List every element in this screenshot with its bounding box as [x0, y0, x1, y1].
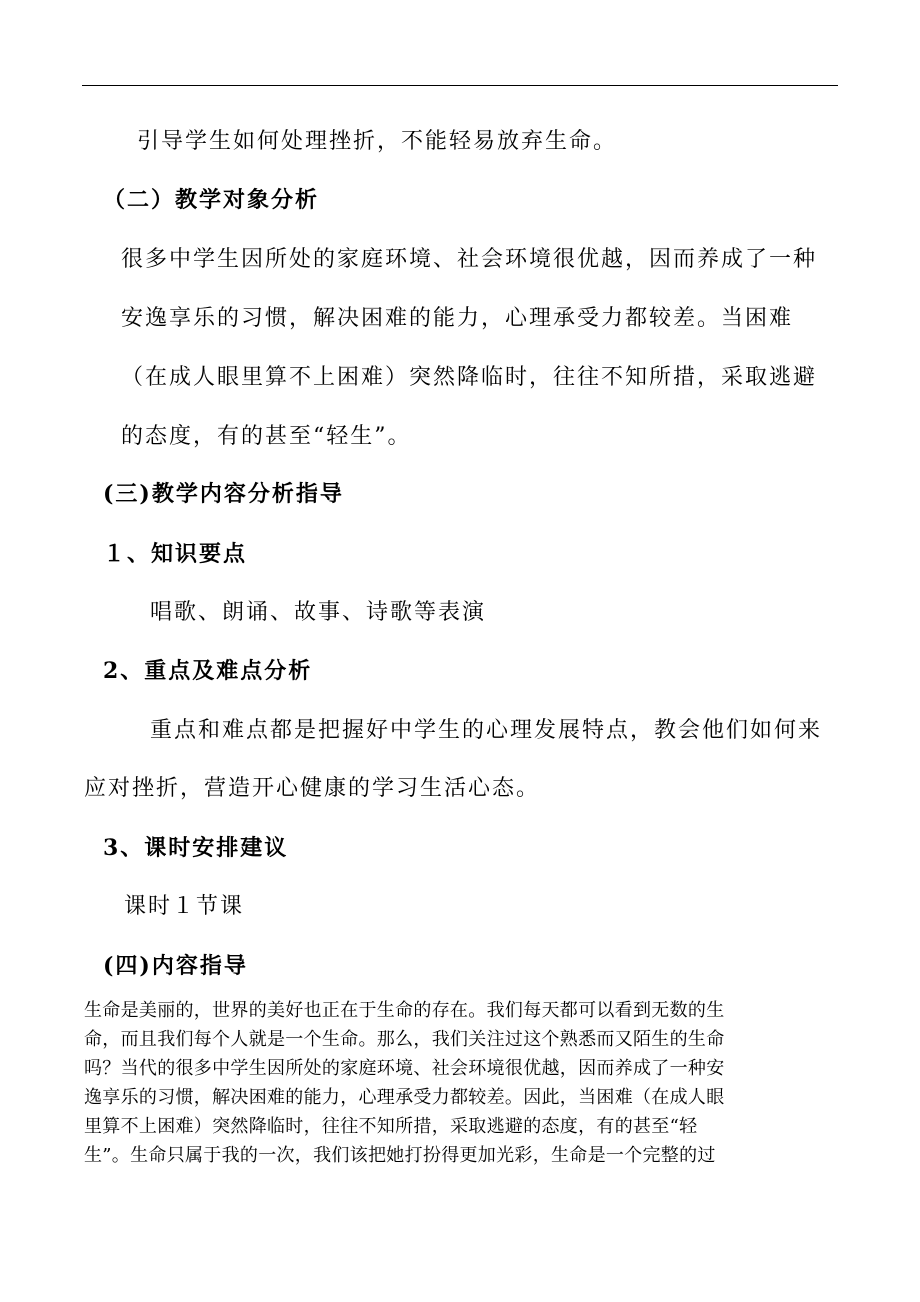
paragraph-line: 里算不上困难）突然降临时，往往不知所措，采取逃避的态度，有的甚至“轻	[84, 1116, 698, 1137]
paragraph-line: 吗？当代的很多中学生因所处的家庭环境、社会环境很优越，因而养成了一种安	[84, 1058, 725, 1079]
section-heading: (三)教学内容分析指导	[103, 481, 344, 507]
body-line: 引导学生如何处理挫折，不能轻易放弃生命。	[137, 129, 618, 154]
paragraph-line: 生命是美丽的，世界的美好也正在于生命的存在。我们每天都可以看到无数的生	[84, 1000, 725, 1021]
body-line: 应对挫折，营造开心健康的学习生活心态。	[84, 776, 541, 801]
body-line: 安逸享乐的习惯，解决困难的能力，心理承受力都较差。当困难	[121, 306, 794, 331]
body-line: 唱歌、朗诵、故事、诗歌等表演	[150, 600, 487, 625]
subsection-heading: 2、重点及难点分析	[103, 658, 313, 684]
subsection-heading: １、知识要点	[103, 541, 248, 567]
subsection-heading: 3、课时安排建议	[103, 835, 289, 861]
section-heading: （二）教学对象分析	[103, 187, 320, 213]
body-line: 的态度，有的甚至“轻生”。	[121, 424, 412, 449]
body-line: 重点和难点都是把握好中学生的心理发展特点，教会他们如何来	[150, 718, 823, 743]
body-line: （在成人眼里算不上困难）突然降临时，往往不知所措，采取逃避	[121, 365, 818, 390]
header-rule	[82, 85, 838, 86]
body-line: 很多中学生因所处的家庭环境、社会环境很优越，因而养成了一种	[121, 247, 818, 272]
body-line: 课时１节课	[124, 894, 245, 919]
paragraph-line: 逸享乐的习惯，解决困难的能力，心理承受力都较差。因此，当困难（在成人眼	[84, 1087, 725, 1108]
paragraph-line: 生”。生命只属于我的一次，我们该把她打扮得更加光彩，生命是一个完整的过	[84, 1145, 716, 1166]
paragraph-line: 命，而且我们每个人就是一个生命。那么，我们关注过这个熟悉而又陌生的生命	[84, 1029, 725, 1050]
section-heading: (四)内容指导	[103, 953, 248, 979]
